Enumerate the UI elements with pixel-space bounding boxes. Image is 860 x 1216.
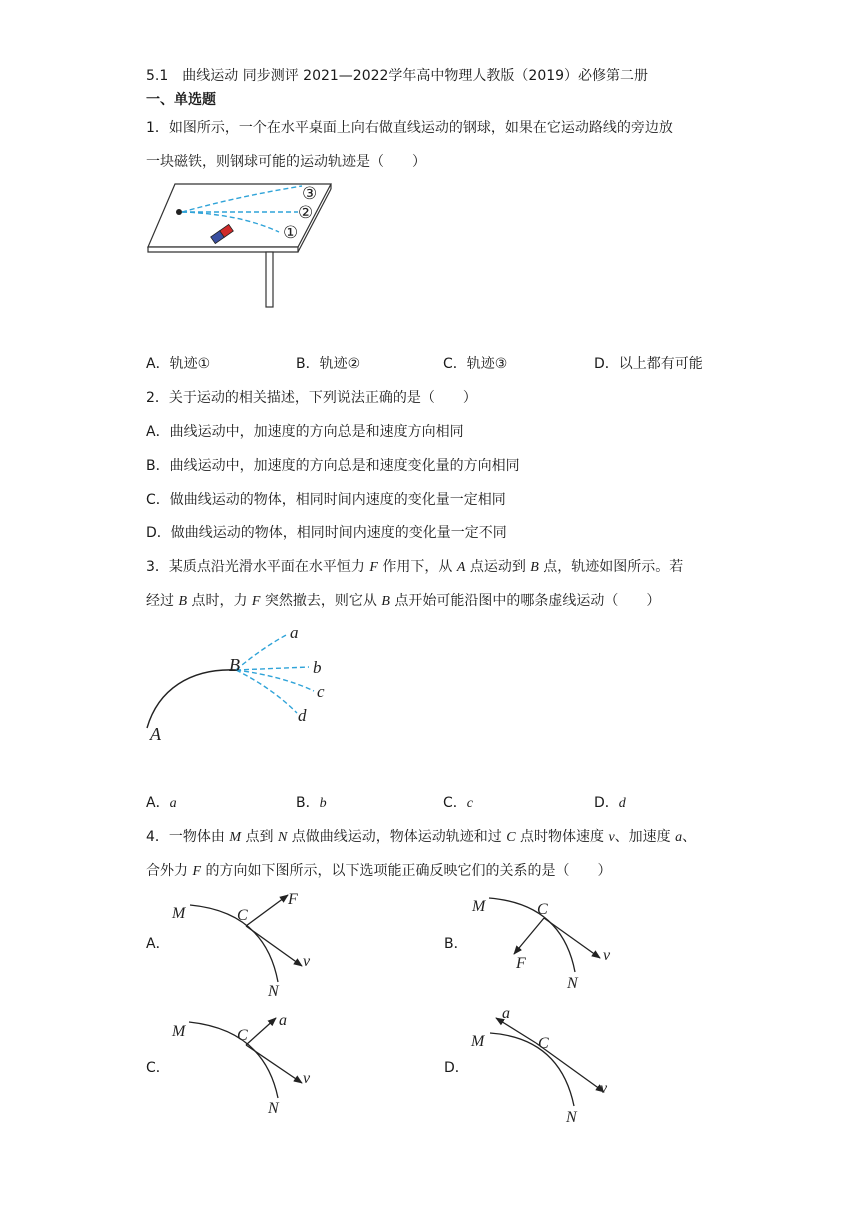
q4-var-F: F — [192, 864, 202, 879]
figB-C: C — [537, 901, 548, 918]
q3-text: 点时，力 — [187, 593, 252, 609]
figB-M: M — [472, 898, 486, 915]
q1-option-a[interactable]: A．轨迹① — [146, 356, 211, 372]
figC-M: M — [172, 1023, 186, 1040]
figC-N: N — [268, 1100, 279, 1117]
figA-N: N — [268, 983, 279, 1000]
q3-text: 点，轨迹如图所示。若 — [538, 559, 684, 575]
q3-text: 突然撤去，则它从 — [260, 593, 382, 609]
label-trajectory-2: ② — [298, 203, 314, 223]
q3-text: 点运动到 — [465, 559, 531, 575]
q3-text: 作用下，从 — [377, 559, 457, 575]
q1-option-d[interactable]: D．以上都有可能 — [594, 356, 703, 372]
q1-stem-line1: 1．如图所示，一个在水平桌面上向右做直线运动的钢球，如果在它运动路线的旁边放 — [146, 120, 673, 136]
q3-var-B: B — [381, 594, 390, 609]
figD-a: a — [502, 1005, 510, 1022]
q3-var-F: F — [251, 594, 261, 609]
label-d: d — [298, 706, 307, 725]
q4-figure-d — [470, 1005, 608, 1126]
section-heading: 一、单选题 — [146, 92, 216, 108]
page-title: 5.1 曲线运动 同步测评 2021—2022学年高中物理人教版（2019）必修第二册 — [146, 68, 649, 84]
q4-text: 点到 — [241, 829, 278, 845]
figD-v: v — [600, 1080, 608, 1097]
figA-F: F — [288, 891, 298, 908]
q3-option-d-value: d — [618, 796, 626, 811]
q3-option-a-prefix: A． — [146, 795, 170, 811]
figD-N: N — [566, 1109, 577, 1126]
figA-v: v — [303, 953, 311, 970]
q2-option-c[interactable]: C．做曲线运动的物体，相同时间内速度的变化量一定相同 — [146, 492, 506, 508]
q4-option-d[interactable]: D． — [444, 1060, 469, 1076]
label-A: A — [150, 724, 161, 744]
label-a: a — [290, 623, 299, 642]
figB-v: v — [603, 947, 611, 964]
q4-option-a[interactable]: A． — [146, 936, 170, 952]
q4-figure-c — [171, 1012, 311, 1117]
label-trajectory-1: ① — [283, 223, 299, 243]
q3-text: 3．某质点沿光滑水平面在水平恒力 — [146, 559, 370, 575]
q2-option-b[interactable]: B．曲线运动中，加速度的方向总是和速度变化量的方向相同 — [146, 458, 520, 474]
q3-text: 点开始可能沿图中的哪条虚线运动（ ） — [389, 593, 661, 609]
q3-var-A: A — [456, 560, 466, 575]
figA-C: C — [237, 907, 248, 924]
q3-option-c-value: c — [466, 796, 473, 811]
q3-var-B: B — [530, 560, 539, 575]
q1-option-c[interactable]: C．轨迹③ — [443, 356, 508, 372]
figC-v: v — [303, 1070, 311, 1087]
q4-var-v: v — [608, 830, 615, 845]
q4-text: 点时物体速度 — [515, 829, 609, 845]
figD-C: C — [538, 1035, 549, 1052]
q2-option-a[interactable]: A．曲线运动中，加速度的方向总是和速度方向相同 — [146, 424, 464, 440]
q2-option-d[interactable]: D．做曲线运动的物体，相同时间内速度的变化量一定不同 — [146, 525, 507, 541]
q4-text: 点做曲线运动，物体运动轨迹和过 — [287, 829, 507, 845]
q4-var-N: N — [277, 830, 288, 845]
q4-option-b[interactable]: B． — [444, 936, 468, 952]
q4-var-M: M — [229, 830, 242, 845]
q3-var-B: B — [178, 594, 188, 609]
q4-text: 、加速度 — [614, 829, 676, 845]
q3-text: 经过 — [146, 593, 179, 609]
q1-option-b[interactable]: B．轨迹② — [296, 356, 361, 372]
label-c: c — [317, 682, 325, 701]
figC-a: a — [279, 1012, 287, 1029]
q3-option-c-prefix: C． — [443, 795, 467, 811]
figB-F: F — [516, 955, 526, 972]
q3-var-F: F — [369, 560, 378, 575]
q3-option-b-value: b — [319, 796, 327, 811]
q3-option-d-prefix: D． — [594, 795, 619, 811]
q4-text: 合外力 — [146, 863, 193, 879]
q4-figure-b — [471, 898, 611, 992]
q2-stem: 2．关于运动的相关描述，下列说法正确的是（ ） — [146, 390, 477, 406]
q4-var-C: C — [506, 830, 516, 845]
q4-text: 4．一物体由 — [146, 829, 230, 845]
figA-M: M — [172, 905, 186, 922]
label-B: B — [229, 655, 240, 675]
figD-M: M — [471, 1033, 485, 1050]
label-trajectory-3: ③ — [302, 184, 318, 204]
q3-option-b-prefix: B． — [296, 795, 320, 811]
q3-option-a-value: a — [169, 796, 177, 811]
q4-var-a: a — [675, 830, 683, 845]
q4-text: 、 — [682, 829, 697, 845]
q4-figure-a — [171, 891, 311, 1000]
q1-stem-line2: 一块磁铁，则钢球可能的运动轨迹是（ ） — [146, 154, 426, 170]
figC-C: C — [237, 1027, 248, 1044]
figB-N: N — [567, 975, 578, 992]
q4-text: 的方向如下图所示，以下选项能正确反映它们的关系的是（ ） — [201, 863, 612, 879]
q4-option-c[interactable]: C． — [146, 1060, 170, 1076]
label-b: b — [313, 658, 322, 677]
